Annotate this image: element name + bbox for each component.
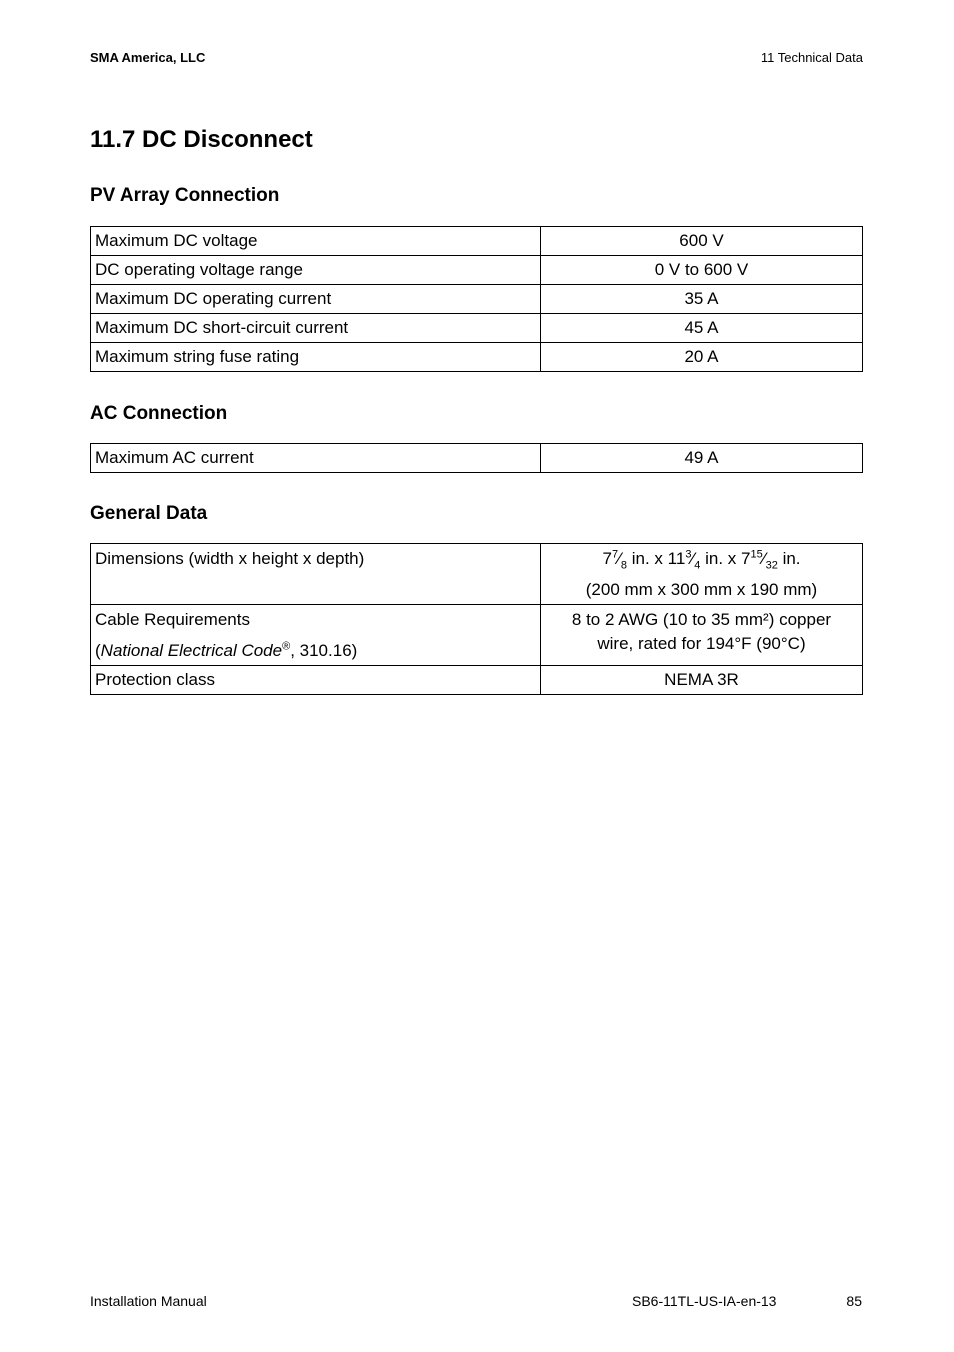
dimensions-value [541,544,863,605]
row-value: 20 A [541,343,863,372]
table-row [91,605,863,666]
table-row [91,256,863,285]
registered-mark: ® [282,640,291,653]
cable-value-line-1: 8 to 2 AWG (10 to 35 mm²) copper [571,610,832,629]
general-data-heading: General Data [90,503,208,524]
general-data-table [90,543,863,695]
row-value: 600 V [541,227,863,256]
width-whole: 7 [602,549,612,568]
dimensions-label: Dimensions (width x height x depth) [91,544,541,605]
height-whole: 11 [667,549,686,568]
table-row [91,544,863,605]
row-value: 35 A [541,285,863,314]
page-header-chapter: 11 Technical Data [760,50,863,65]
row-value: 0 V to 600 V [541,256,863,285]
table-row [91,285,863,314]
row-label: Maximum DC voltage [91,227,541,256]
height-denominator: 4 [694,559,701,572]
row-label: Maximum DC short-circuit current [91,314,541,343]
footer-doc-type: Installation Manual [90,1293,207,1309]
row-value: 49 A [541,444,863,473]
pv-array-heading: PV Array Connection [90,185,280,206]
row-label: Maximum DC operating current [91,285,541,314]
paren: ( [95,641,101,660]
width-denominator: 8 [620,559,628,572]
table-row [91,343,863,372]
page-number: 85 [846,1293,862,1309]
table-row [91,666,863,695]
code-name: National Electrical Code [100,641,283,660]
row-label: Maximum string fuse rating [91,343,541,372]
footer-doc-id: SB6-11TL-US-IA-en-13 [632,1293,777,1309]
table-row [91,227,863,256]
cable-reference [95,639,536,663]
code-section: , 310.16) [290,641,358,660]
table-row [91,314,863,343]
width-numerator: 7 [611,548,619,561]
depth-numerator: 15 [750,548,763,561]
dimensions-metric: (200 mm x 300 mm x 190 mm) [585,580,818,599]
ac-connection-table [90,443,863,473]
cable-value-line-2: wire, rated for 194°F (90°C) [597,634,806,653]
cable-label [91,605,541,666]
dimensions-imperial: $7^7⁄_8$ in. x $11^3⁄_4$ in. x $7^{15}⁄_{32}$ in. [602,548,801,572]
cable-label-text: Cable Requirements [95,610,250,629]
ac-connection-heading: AC Connection [90,403,228,424]
separator: in. x [700,549,742,568]
depth-denominator: 32 [765,559,778,572]
protection-label: Protection class [91,666,541,695]
row-label: DC operating voltage range [91,256,541,285]
row-label: Maximum AC current [91,444,541,473]
cable-value [541,605,863,666]
pv-array-table [90,226,863,372]
protection-value: NEMA 3R [541,666,863,695]
page-header-company: SMA America, LLC [90,50,206,65]
unit: in. [777,549,801,568]
separator: in. x [627,549,668,568]
depth-whole: 7 [741,549,751,568]
section-title: 11.7 DC Disconnect [90,126,313,153]
table-row [91,444,863,473]
height-numerator: 3 [685,548,692,561]
row-value: 45 A [541,314,863,343]
